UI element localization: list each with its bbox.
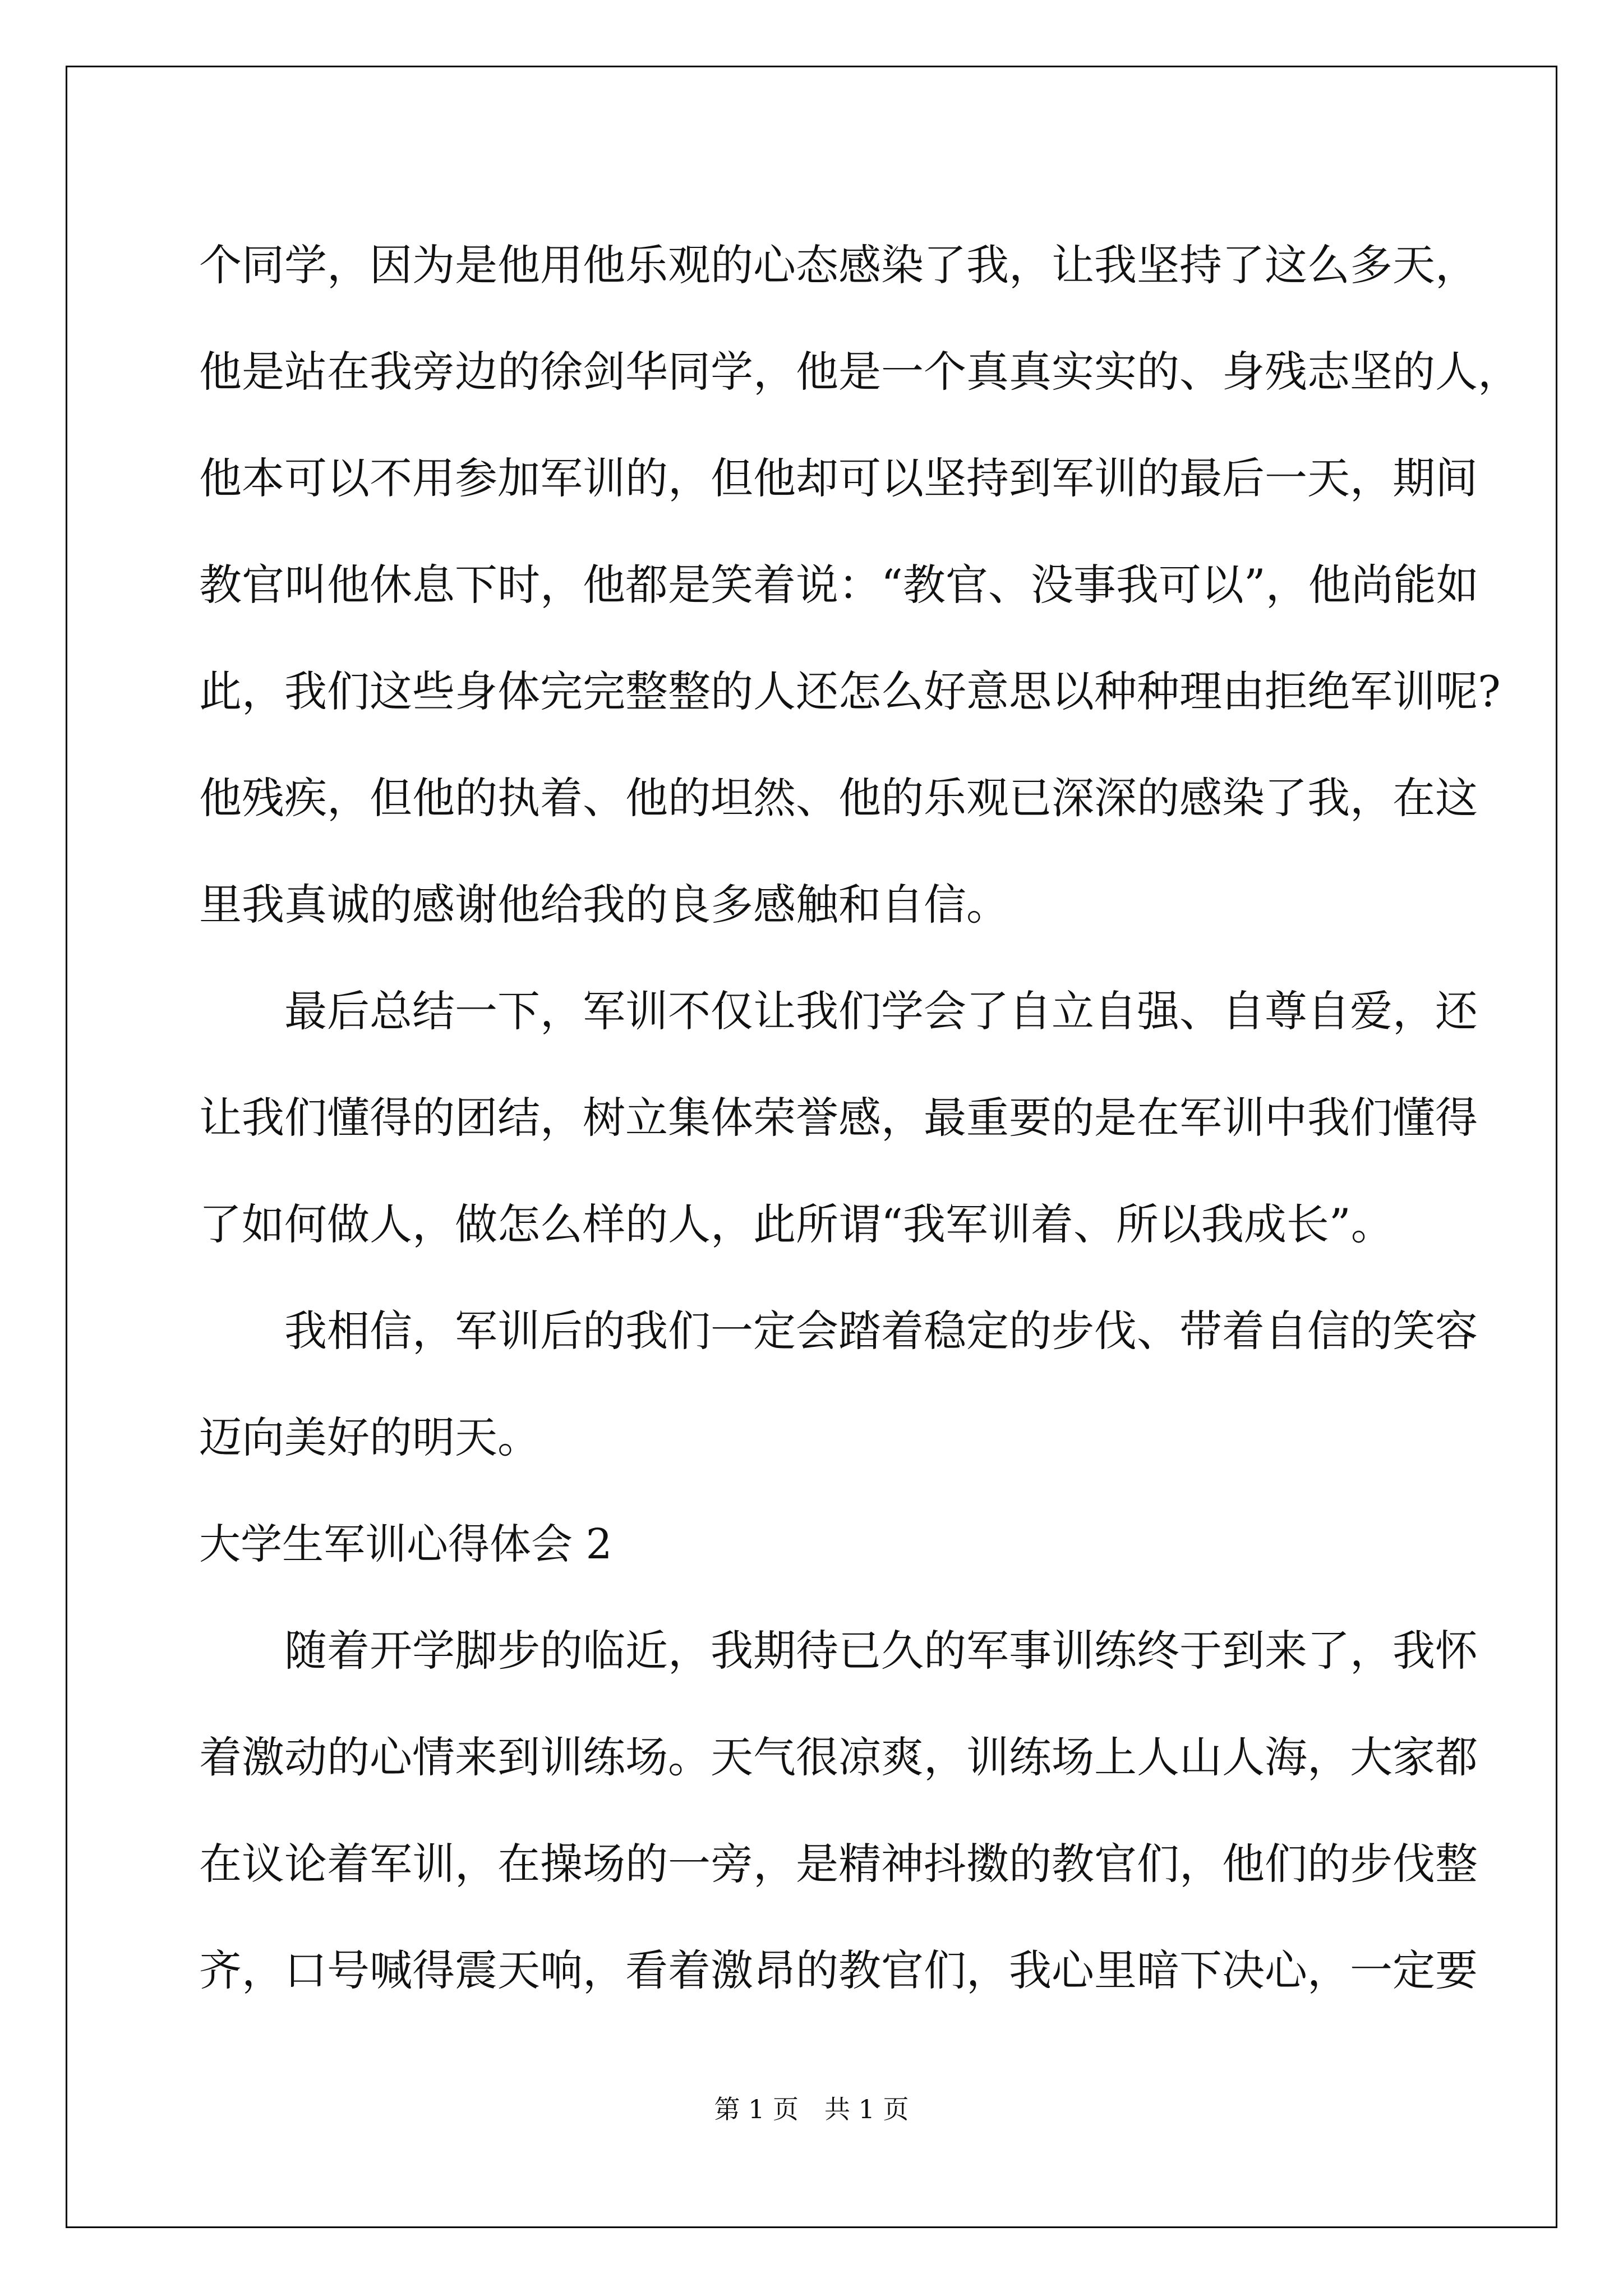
text-line: 他本可以不用参加军训的，但他却可以坚持到军训的最后一天，期间 bbox=[199, 453, 1478, 503]
text-line: 里我真诚的感谢他给我的良多感触和自信。 bbox=[199, 880, 1009, 930]
section-heading: 大学生军训心得体会 2 bbox=[199, 1520, 612, 1568]
text-line: 着激动的心情来到训练场。天气很凉爽，训练场上人山人海，大家都 bbox=[199, 1732, 1478, 1782]
text-line: 他残疾，但他的执着、他的坦然、他的乐观已深深的感染了我，在这 bbox=[199, 773, 1478, 823]
text-line: 他是站在我旁边的徐剑华同学，他是一个真真实实的、身残志坚的人， bbox=[199, 347, 1520, 397]
text-line: 最后总结一下，军训不仅让我们学会了自立自强、自尊自爱，还 bbox=[284, 986, 1478, 1036]
text-line: 我相信，军训后的我们一定会踏着稳定的步伐、带着自信的笑容 bbox=[284, 1306, 1478, 1356]
text-line: 此，我们这些身体完完整整的人还怎么好意思以种种理由拒绝军训呢? bbox=[199, 666, 1501, 716]
text-line: 齐，口号喊得震天响，看着激昂的教官们，我心里暗下决心，一定要 bbox=[199, 1945, 1478, 1995]
text-line: 了如何做人，做怎么样的人，此所谓“我军训着、所以我成长”。 bbox=[199, 1199, 1394, 1249]
document-body bbox=[199, 212, 1520, 2024]
text-line: 迈向美好的明天。 bbox=[199, 1412, 540, 1462]
text-line: 随着开学脚步的临近，我期待已久的军事训练终于到来了，我怀 bbox=[284, 1626, 1478, 1676]
text-line: 个同学，因为是他用他乐观的心态感染了我，让我坚持了这么多天， bbox=[199, 240, 1478, 290]
text-line: 在议论着军训，在操场的一旁，是精神抖擞的教官们，他们的步伐整 bbox=[199, 1839, 1478, 1889]
text-line: 让我们懂得的团结，树立集体荣誉感，最重要的是在军训中我们懂得 bbox=[199, 1093, 1478, 1143]
text-line: 教官叫他休息下时，他都是笑着说：“教官、没事我可以”，他尚能如 bbox=[199, 560, 1479, 610]
page-footer: 第 1 页 共 1 页 bbox=[714, 2094, 909, 2124]
